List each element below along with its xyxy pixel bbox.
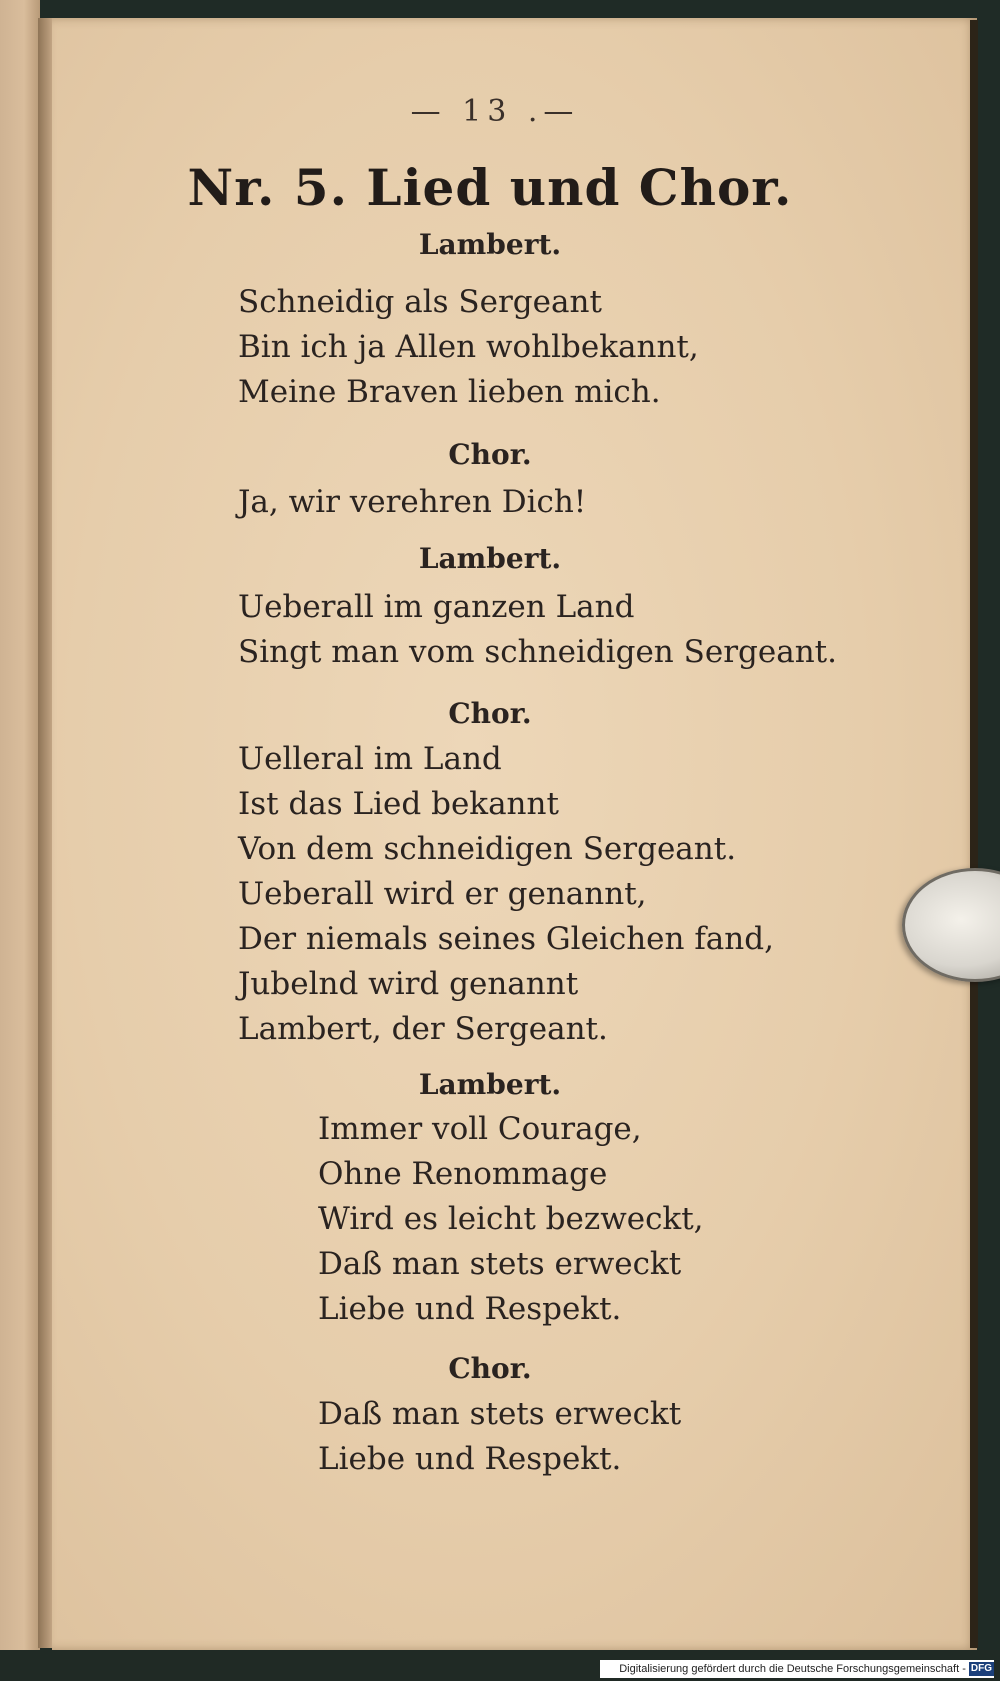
dfg-logo-icon: DFG — [970, 1663, 992, 1675]
verse-block — [318, 1392, 681, 1482]
verse-line: Daß man stets erweckt — [318, 1246, 682, 1282]
verse-line: Meine Braven lieben mich. — [238, 374, 661, 410]
verse-line: Bin ich ja Allen wohlbekannt, — [238, 329, 699, 365]
verse-line: Immer voll Courage, — [318, 1111, 642, 1147]
verse-line: Ohne Renommage — [318, 1156, 608, 1192]
page-title: Nr. 5. Lied und Chor. — [187, 158, 793, 217]
verse-line: Ja, wir verehren Dich! — [238, 484, 587, 520]
verse-line: Singt man vom schneidigen Sergeant. — [238, 634, 837, 670]
verse-line: Schneidig als Sergeant — [238, 284, 602, 320]
verse-block — [318, 1107, 704, 1332]
verse-block — [238, 737, 774, 1052]
credit-text: Digitalisierung gefördert durch die Deutsche Forschungsgemeinschaft - — [619, 1663, 966, 1675]
speaker-heading: Lambert. — [418, 228, 562, 261]
verse-block — [238, 480, 586, 525]
verse-line: Jubelnd wird genannt — [238, 966, 579, 1002]
verse-line: Daß man stets erweckt — [318, 1396, 682, 1432]
speaker-heading: Chor. — [448, 438, 532, 471]
verse-line: Uelleral im Land — [238, 741, 502, 777]
speaker-heading: Lambert. — [418, 542, 562, 575]
speaker-heading: Lambert. — [418, 1068, 562, 1101]
verse-line: Ist das Lied bekannt — [238, 786, 559, 822]
verse-line: Liebe und Respekt. — [318, 1291, 622, 1327]
page-number: — 13 .— — [410, 94, 580, 129]
verse-line: Von dem schneidigen Sergeant. — [238, 831, 737, 867]
verse-line: Ueberall im ganzen Land — [238, 589, 635, 625]
verse-line: Wird es leicht bezweckt, — [318, 1201, 704, 1237]
verse-line: Lambert, der Sergeant. — [238, 1011, 608, 1047]
verse-line: Liebe und Respekt. — [318, 1441, 622, 1477]
digitization-credit — [600, 1660, 994, 1678]
verse-line: Der niemals seines Gleichen fand, — [238, 921, 774, 957]
verse-line: Ueberall wird er genannt, — [238, 876, 647, 912]
verse-block — [238, 585, 837, 675]
verse-block — [238, 280, 699, 415]
speaker-heading: Chor. — [448, 1352, 532, 1385]
speaker-heading: Chor. — [448, 697, 532, 730]
